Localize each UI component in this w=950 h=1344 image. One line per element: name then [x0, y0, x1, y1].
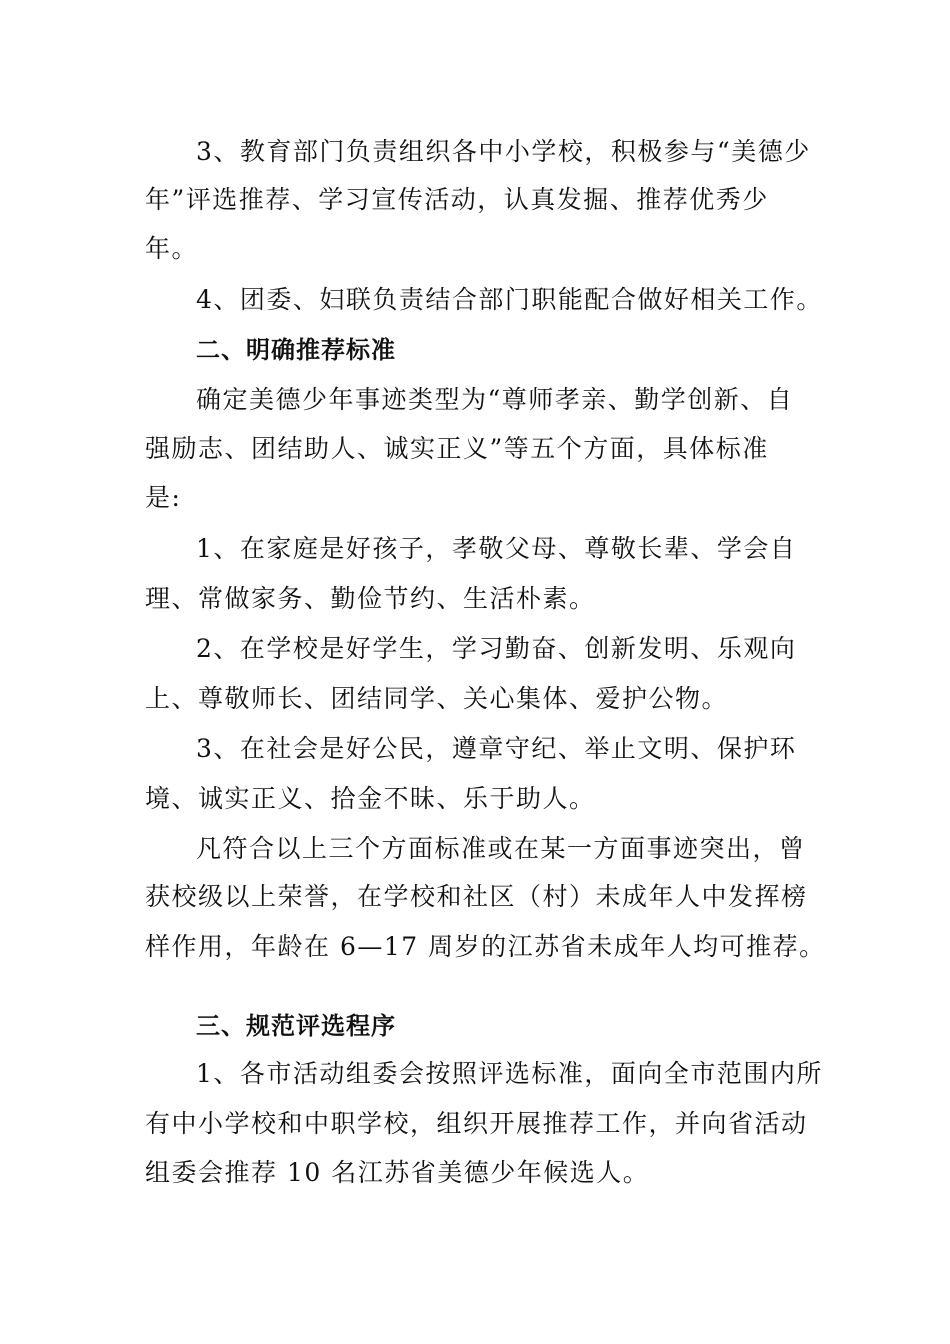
paragraph-line: 3、在社会是好公民，遵章守纪、举止文明、保护环: [196, 734, 797, 763]
section-heading: 三、规范评选程序: [196, 1012, 396, 1040]
section-heading: 二、明确推荐标准: [196, 336, 396, 364]
paragraph-line: 是:: [145, 483, 182, 512]
paragraph-line: 组委会推荐 10 名江苏省美德少年候选人。: [145, 1158, 650, 1187]
paragraph-line: 年。: [145, 234, 199, 263]
paragraph-line: 1、在家庭是好孩子，孝敬父母、尊敬长辈、学会自: [196, 534, 797, 563]
paragraph-line: 3、教育部门负责组织各中小学校，积极参与“美德少: [196, 137, 811, 166]
paragraph-line: 强励志、团结助人、诚实正义”等五个方面，具体标准: [145, 434, 769, 463]
paragraph-line: 有中小学校和中职学校，组织开展推荐工作，并向省活动: [145, 1109, 808, 1138]
paragraph-line: 1、各市活动组委会按照评选标准，面向全市范围内所: [196, 1059, 823, 1088]
paragraph-line: 样作用，年龄在 6—17 周岁的江苏省未成年人均可推荐。: [145, 932, 826, 961]
paragraph-line: 境、诚实正义、拾金不昧、乐于助人。: [145, 784, 596, 813]
paragraph-line: 理、常做家务、勤俭节约、生活朴素。: [145, 584, 596, 613]
paragraph-line: 上、尊敬师长、团结同学、关心集体、爱护公物。: [145, 684, 729, 713]
paragraph-line: 年”评选推荐、学习宣传活动，认真发掘、推荐优秀少: [145, 185, 769, 214]
paragraph-line: 获校级以上荣誉，在学校和社区（村）未成年人中发挥榜: [145, 882, 808, 911]
paragraph-line: 2、在学校是好学生，学习勤奋、创新发明、乐观向: [196, 634, 797, 663]
paragraph-line: 凡符合以上三个方面标准或在某一方面事迹突出，曾: [196, 834, 806, 863]
paragraph-line: 4、团委、妇联负责结合部门职能配合做好相关工作。: [196, 285, 823, 314]
paragraph-line: 确定美德少年事迹类型为“尊师孝亲、勤学创新、自: [196, 385, 794, 414]
